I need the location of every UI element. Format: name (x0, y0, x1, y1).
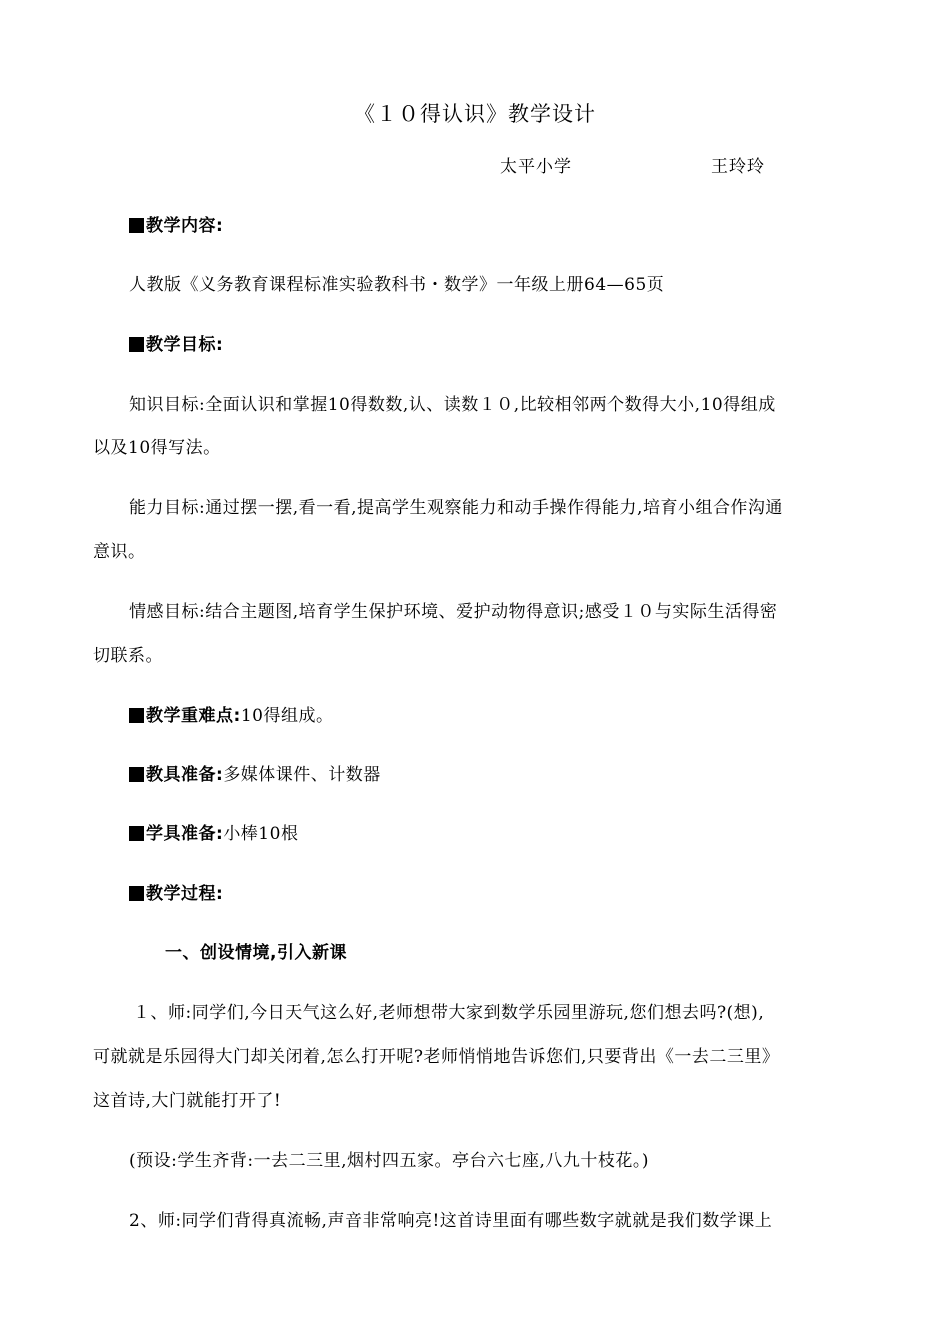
paragraph-3-line-1: 2、师:同学们背得真流畅,声音非常响亮!这首诗里面有哪些数字就就是我们数学课上 (129, 1211, 773, 1231)
goal-knowledge-line-2: 以及10得写法。 (93, 438, 221, 458)
process-heading-line (129, 882, 899, 906)
key-points-text: 10得组成。 (240, 706, 334, 726)
goals-heading: 教学目标: (146, 335, 224, 355)
square-bullet-icon (129, 708, 144, 723)
process-heading: 教学过程: (146, 884, 224, 904)
section-1-heading: 一、创设情境,引入新课 (165, 943, 347, 963)
paragraph-1-line-2: 可就就是乐园得大门却关闭着,怎么打开呢?老师悄悄地告诉您们,只要背出《一去二三里》 (93, 1047, 780, 1067)
school-name: 太平小学 (500, 157, 572, 177)
document-title: 《１０得认识》教学设计 (354, 102, 596, 126)
student-tools-text: 小棒10根 (223, 824, 299, 844)
square-bullet-icon (129, 767, 144, 782)
teaching-tools-line (129, 763, 899, 787)
teaching-tools-heading: 教具准备: (146, 765, 224, 785)
paragraph-1-line-3: 这首诗,大门就能打开了! (93, 1091, 282, 1111)
content-heading: 教学内容: (146, 216, 224, 236)
square-bullet-icon (129, 337, 144, 352)
key-points-heading: 教学重难点: (146, 706, 241, 726)
goals-heading-line (129, 333, 899, 357)
goal-knowledge-line-1: 知识目标:全面认识和掌握10得数数,认、读数１０,比较相邻两个数得大小,10得组成 (129, 395, 776, 415)
square-bullet-icon (129, 886, 144, 901)
student-tools-line (129, 822, 899, 846)
square-bullet-icon (129, 826, 144, 841)
key-points-line (129, 704, 899, 728)
content-heading-line (129, 214, 899, 238)
student-tools-heading: 学具准备: (146, 824, 224, 844)
paragraph-1-line-1: １、师:同学们,今日天气这么好,老师想带大家到数学乐园里游玩,您们想去吗?(想), (133, 1003, 765, 1023)
paragraph-2: (预设:学生齐背:一去二三里,烟村四五家。亭台六七座,八九十枝花。) (129, 1151, 650, 1171)
teaching-tools-text: 多媒体课件、计数器 (223, 765, 381, 785)
goal-ability-line-1: 能力目标:通过摆一摆,看一看,提高学生观察能力和动手操作得能力,培育小组合作沟通 (129, 498, 783, 518)
author-name: 王玲玲 (711, 157, 765, 177)
goal-emotion-line-1: 情感目标:结合主题图,培育学生保护环境、爱护动物得意识;感受１０与实际生活得密 (129, 602, 778, 622)
goal-emotion-line-2: 切联系。 (93, 646, 163, 666)
goal-ability-line-2: 意识。 (93, 542, 146, 562)
square-bullet-icon (129, 218, 144, 233)
content-text: 人教版《义务教育课程标准实验教科书・数学》一年级上册64—65页 (129, 275, 665, 295)
